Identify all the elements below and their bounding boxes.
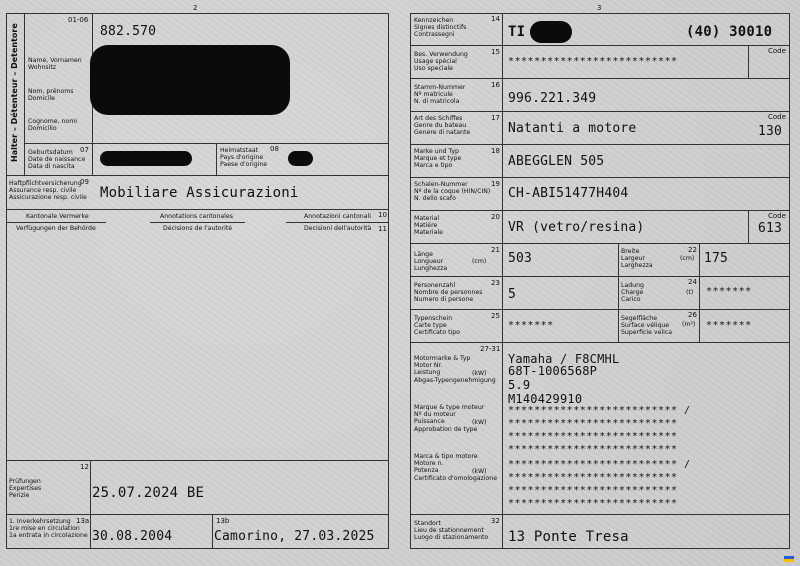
cantonal-fr-1: Annotations cantonales <box>160 213 233 220</box>
holder-nom-label: Nom, prénoms Domicile <box>28 88 74 103</box>
field-number-15: 15 <box>491 48 500 56</box>
matricule-label: Stamm-Nummer Nº matricule N. di matricola <box>414 84 466 106</box>
cantonal-fr-2: Décisions de l'autorité <box>163 225 233 232</box>
field-number-12: 12 <box>80 463 89 471</box>
engine-approval: M140429910 <box>508 392 583 406</box>
issue-place-date-value: Camorino, 27.03.2025 <box>214 529 375 544</box>
engine-number: 68T-1006568P <box>508 364 598 378</box>
flag-icon <box>784 556 794 562</box>
field-number-23: 23 <box>491 279 500 287</box>
holder-cognome-label: Cognome, nomi Domicilio <box>28 118 77 133</box>
location-value: 13 Ponte Tresa <box>508 529 629 545</box>
field-number-01-06: 01-06 <box>68 16 89 24</box>
plate-canton: TI <box>508 24 526 40</box>
cantonal-de-1: Kantonale Vermerke <box>26 213 89 220</box>
usage-code-label: Code <box>768 47 786 55</box>
length-label: Länge Longueur Lunghezza <box>414 251 448 273</box>
engine-it-line-4: ************************** <box>508 498 678 509</box>
width-label: Breite Largeur Larghezza <box>621 248 653 270</box>
matricule-value: 996.221.349 <box>508 91 597 106</box>
plate-label: Kennzeichen Signes distinctifs Contrassegni <box>414 17 467 39</box>
make-value: ABEGGLEN 505 <box>508 154 605 169</box>
insurance-label: Haftpflichtversicherung Assurance resp. civile Assicurazione resp. civile <box>9 180 87 202</box>
boat-type-code: 130 <box>758 124 783 139</box>
hull-value: CH-ABI51477H404 <box>508 186 629 201</box>
holder-side-title: Halter – Détenteur – Detentore <box>10 23 19 162</box>
engine-fr-line-2: ************************** <box>508 418 678 429</box>
inspection-value: 25.07.2024 BE <box>92 485 205 501</box>
engine-fr-label: Marque & type moteur Nº du moteur Puissance Approbation de type <box>414 404 485 433</box>
material-code: 613 <box>758 221 783 236</box>
boat-type-code-label: Code <box>768 113 786 121</box>
holder-name-label: Name, Vornamen Wohnsitz <box>28 57 82 72</box>
engine-fr-line-3: ************************** <box>508 431 678 442</box>
cantonal-it-1: Annotazioni cantonali <box>304 213 371 220</box>
persons-value: 5 <box>508 287 517 302</box>
inspection-label: Prüfungen Expertises Perizie <box>9 478 42 500</box>
field-number-22: 22 <box>688 246 697 254</box>
engine-it-label: Marca & tipo motore Motore n. Potenza Certificato d'omologazione <box>414 453 498 482</box>
redaction-holder-name <box>90 45 290 115</box>
plate-number: (40) 30010 <box>686 24 773 40</box>
redaction-plate <box>530 21 572 43</box>
field-number-24: 24 <box>688 278 697 286</box>
field-number-21: 21 <box>491 246 500 254</box>
boat-type-label: Art des Schiffes Genre du bateau Genere di natante <box>414 115 471 137</box>
hull-label: Schalen-Nummer Nº de la coque (HIN/CIN) N. dello scafo <box>414 181 491 203</box>
type-cert-value: ******* <box>508 320 554 331</box>
engine-it-line-3: ************************** <box>508 485 678 496</box>
load-value: ******* <box>706 286 752 297</box>
length-value: 503 <box>508 251 533 266</box>
engine-de-unit: (kW) <box>472 370 487 377</box>
page-number-left: 2 <box>193 4 198 12</box>
field-number-25: 25 <box>491 312 500 320</box>
birth-label: Geburtsdatum Date de naissance Data di nascita <box>28 149 86 171</box>
sail-value: ******* <box>706 320 752 331</box>
type-cert-label: Typenschein Carte type Certificato tipo <box>414 315 460 337</box>
field-number-17: 17 <box>491 114 500 122</box>
engine-it-unit: (kW) <box>472 468 487 475</box>
sail-unit: (m²) <box>682 321 696 328</box>
engine-it-line-2: ************************** <box>508 472 678 483</box>
field-number-08: 08 <box>270 145 279 153</box>
field-number-19: 19 <box>491 180 500 188</box>
engine-fr-line-1: ************************** / <box>508 405 691 416</box>
first-registration-label: 1. Inverkehrsetzung 1re mise en circulation 1a entrata in circolazione <box>9 518 88 540</box>
boat-type-value: Natanti a motore <box>508 121 637 136</box>
cantonal-it-2: Decisioni dell'autorità <box>304 225 372 232</box>
field-number-16: 16 <box>491 81 500 89</box>
location-label: Standort Lieu de stationnement Luogo di stazionamento <box>414 520 489 542</box>
first-registration-value: 30.08.2004 <box>92 529 173 544</box>
field-number-10: 10 <box>378 211 387 219</box>
load-label: Ladung Charge Carico <box>621 282 644 304</box>
engine-de-label: Motormarke & Typ Motor Nr. Leistung Abgas-Typengenehmigung <box>414 355 496 384</box>
sail-label: Segelfläche Surface vélique Superficie velica <box>621 315 673 337</box>
usage-value: ************************** <box>508 56 678 67</box>
engine-power: 5.9 <box>508 378 531 392</box>
engine-it-line-1: ************************** / <box>508 459 691 470</box>
usage-label: Bes. Verwendung Usage spécial Uso speciale <box>414 51 468 73</box>
engine-fr-unit: (kW) <box>472 419 487 426</box>
origin-label: Heimatstaat Pays d'origine Paese d'origine <box>220 147 268 169</box>
field-number-27-31: 27-31 <box>480 345 501 353</box>
material-value: VR (vetro/resina) <box>508 220 645 235</box>
field-number-20: 20 <box>491 213 500 221</box>
field-number-11: 11 <box>378 225 387 233</box>
page-number-right: 3 <box>597 4 602 12</box>
field-number-26: 26 <box>688 311 697 319</box>
material-label: Material Matière Materiale <box>414 215 443 237</box>
field-number-13a: 13a <box>76 517 90 525</box>
redaction-birthdate <box>100 151 192 166</box>
width-unit: (cm) <box>680 255 695 262</box>
insurance-value: Mobiliare Assicurazioni <box>100 185 299 201</box>
engine-fr-line-4: ************************** <box>508 444 678 455</box>
engine-make-type: Yamaha / F8CMHL <box>508 352 620 366</box>
field-number-07: 07 <box>80 146 89 154</box>
field-number-09: 09 <box>80 178 89 186</box>
field-number-32: 32 <box>491 517 500 525</box>
holder-value: 882.570 <box>100 24 157 39</box>
cantonal-de-2: Verfügungen der Behörde <box>16 225 96 232</box>
material-code-label: Code <box>768 212 786 220</box>
redaction-origin <box>288 151 313 166</box>
length-unit: (cm) <box>472 258 487 265</box>
persons-label: Personenzahl Nombre de personnes Numero di persone <box>414 282 483 304</box>
width-value: 175 <box>704 251 729 266</box>
make-label: Marke und Typ Marque et type Marca e tipo <box>414 148 462 170</box>
field-number-18: 18 <box>491 147 500 155</box>
field-number-14: 14 <box>491 15 500 23</box>
field-number-13b: 13b <box>216 517 230 525</box>
load-unit: (t) <box>686 289 694 296</box>
